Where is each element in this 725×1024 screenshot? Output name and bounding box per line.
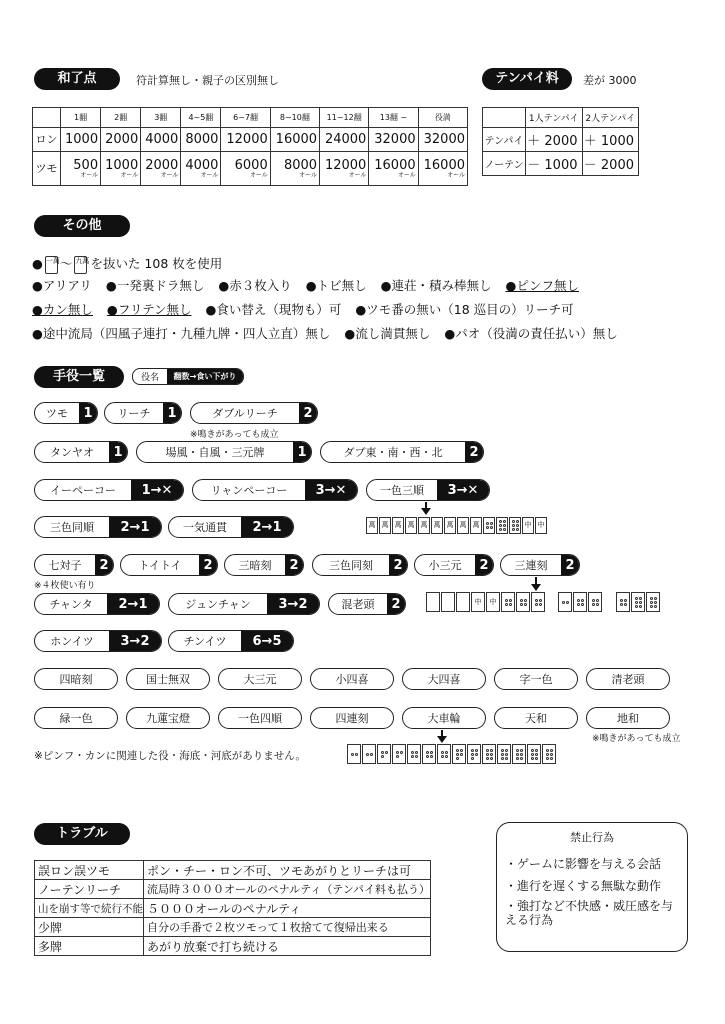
tile-icon <box>531 592 545 612</box>
tile-icon <box>497 744 511 764</box>
tsumo-suffix: オール <box>80 171 99 179</box>
tiles-example-daisharin <box>347 744 556 764</box>
misc-line-2 <box>32 276 589 294</box>
tile-icon <box>588 592 602 612</box>
yaku-name: 小三元 <box>428 559 462 572</box>
tsumo-value <box>61 152 101 186</box>
tsumo-amount: 16000 <box>423 157 465 173</box>
yaku-name: ダブルリーチ <box>212 407 278 420</box>
tenpai-header <box>483 108 526 128</box>
tenpai-header: 1人テンパイ <box>526 108 583 128</box>
tsumo-value <box>141 152 181 186</box>
hora-header: 8~10翻 <box>270 108 319 128</box>
yakuman-name: 緑一色 <box>59 712 93 725</box>
note-bottom: ※ピンフ・カンに関連した役・海底・河底がありません。 <box>34 750 306 762</box>
tilde: ～ <box>59 256 73 271</box>
yaku-name: チャンタ <box>49 598 93 611</box>
yaku-name: ダブ東・南・西・北 <box>343 446 443 459</box>
yakuman-name: 大四喜 <box>427 673 461 686</box>
yaku-han: 1 <box>163 403 181 423</box>
note-chiitoi: ※４枚使い有り <box>34 581 96 591</box>
tile-icon: 萬 <box>431 517 443 534</box>
tile-icon <box>646 592 660 612</box>
ron-value: 32000 <box>369 128 418 152</box>
tile-icon <box>437 744 451 764</box>
yaku-han: 1 <box>79 403 97 423</box>
misc-line-4 <box>32 324 628 342</box>
hora-header: 13翻 ~ <box>369 108 418 128</box>
hora-table <box>32 107 468 186</box>
yaku-han: 2→1 <box>107 594 159 614</box>
misc-title: その他 <box>34 215 130 237</box>
yaku-han: 1 <box>293 442 311 462</box>
rule-item: ●カン無し <box>32 302 93 317</box>
rule-item: ●連荘・積み棒無し <box>380 278 492 293</box>
yaku-han: 1→✕ <box>131 480 183 500</box>
tenpai-subtitle: 差が 3000 <box>583 74 637 87</box>
tile-icon: 中 <box>522 517 534 534</box>
tiles-example-shousangen <box>426 592 545 612</box>
yaku-chinitsu <box>168 630 294 652</box>
hora-header <box>33 108 61 128</box>
bullet: ● <box>32 256 43 271</box>
tile-icon: 中 <box>535 517 547 534</box>
tsumo-value <box>270 152 319 186</box>
tile-icon <box>422 744 436 764</box>
tile-icon <box>558 592 572 612</box>
tsumo-suffix: オール <box>299 171 318 179</box>
rule-item: ●ツモ番の無い（18 巡目の）リーチ可 <box>355 302 574 317</box>
yaku-han: 2 <box>561 555 579 575</box>
manzu-1-tile-icon: 一萬 <box>45 256 58 274</box>
yaku-name: 一気通貫 <box>183 521 227 534</box>
yaku-shousangen <box>414 554 494 576</box>
yaku-han: 3→2 <box>109 631 161 651</box>
yakuman-shousuushii <box>310 668 394 690</box>
yaku-han: 3→✕ <box>437 480 489 500</box>
yakuman-name: 清老頭 <box>611 673 645 686</box>
tenpai-row-label: ノーテン <box>483 152 526 176</box>
trouble-desc: ５０００オールのペナルティ <box>144 899 431 918</box>
prohibited-title: 禁止行為 <box>570 831 614 844</box>
yaku-han: 2 <box>475 555 493 575</box>
legend-han: 翻数→食い下がり <box>167 369 243 384</box>
yaku-han: 2→1 <box>109 517 161 537</box>
tile-icon: 萬 <box>392 517 404 534</box>
tile-icon <box>407 744 421 764</box>
yaku-name: 混老頭 <box>341 598 375 611</box>
yakuman-daisharin <box>402 707 486 729</box>
yaku-double-wind <box>320 441 484 463</box>
tsumo-amount: 6000 <box>234 157 268 173</box>
yaku-name: イーペーコー <box>50 484 116 497</box>
tsumo-amount: 1000 <box>105 157 139 173</box>
tile-icon <box>512 744 526 764</box>
yaku-name: 三連刻 <box>514 559 548 572</box>
trouble-desc: 流局時３０００オールのペナルティ（テンパイ料も払う） <box>144 880 431 899</box>
yakuman-ryuuiisou <box>34 707 118 729</box>
hora-header: 役満 <box>418 108 467 128</box>
ron-label: ロン <box>33 128 61 152</box>
trouble-label: ノーテンリーチ <box>35 880 144 899</box>
tile-icon <box>456 592 470 612</box>
yaku-double-riichi <box>190 402 318 424</box>
tsumo-amount: 8000 <box>283 157 318 173</box>
tile-icon <box>509 517 521 534</box>
yaku-name: 場風・自風・三元牌 <box>165 446 265 459</box>
ron-value: 32000 <box>418 128 467 152</box>
yakuman-name: 大三元 <box>243 673 277 686</box>
hora-subtitle: 符計算無し・親子の区別無し <box>136 74 279 87</box>
tsumo-amount: 500 <box>73 157 99 173</box>
rule-item: ●トビ無し <box>305 278 367 293</box>
yaku-name: ツモ <box>46 407 68 420</box>
yaku-junchan <box>168 593 320 615</box>
trouble-label: 少牌 <box>35 918 144 937</box>
tenpai-title: テンパイ料 <box>482 68 572 90</box>
tile-icon: 萬 <box>444 517 456 534</box>
yaku-legend <box>132 368 244 385</box>
tile-icon: 中 <box>471 592 485 612</box>
yaku-han: 2→1 <box>241 517 293 537</box>
tile-icon <box>516 592 530 612</box>
yaku-name: 三色同順 <box>50 521 94 534</box>
yaku-ittsu <box>168 516 294 538</box>
yakuman-name: 字一色 <box>519 673 553 686</box>
ron-value: 12000 <box>221 128 270 152</box>
tiles-example-sanrenkou <box>558 592 602 612</box>
yaku-han: 2 <box>299 403 317 423</box>
tsumo-value <box>101 152 141 186</box>
yaku-honitsu <box>34 630 162 652</box>
tsumo-suffix: オール <box>249 171 268 179</box>
tsumo-amount: 12000 <box>324 157 367 173</box>
yaku-han: 2 <box>199 555 217 575</box>
tsumo-suffix: オール <box>397 171 416 179</box>
yakuman-kokushi <box>126 668 210 690</box>
tsumo-value <box>181 152 221 186</box>
tile-icon: 萬 <box>405 517 417 534</box>
tile-icon: 萬 <box>379 517 391 534</box>
yakuman-suuankou <box>34 668 118 690</box>
yakuman-name: 国士無双 <box>146 673 190 686</box>
tile-icon <box>501 592 515 612</box>
yaku-han: 3→2 <box>267 594 319 614</box>
yakuman-name: 一色四順 <box>238 712 282 725</box>
misc-line-1-text: を抜いた 108 枚を使用 <box>90 256 223 271</box>
yaku-name: ジュンチャン <box>185 598 251 611</box>
yaku-name: チンイツ <box>183 635 227 648</box>
trouble-title: トラブル <box>34 823 130 845</box>
yakuman-tenhou <box>494 707 578 729</box>
tsumo-amount: 2000 <box>145 157 179 173</box>
yaku-han: 2 <box>95 555 113 575</box>
yaku-sanankou <box>224 554 304 576</box>
tile-icon <box>542 744 556 764</box>
yakuman-name: 天和 <box>525 712 547 725</box>
yaku-sanrenkou <box>500 554 580 576</box>
yakuman-chiihou <box>586 707 670 729</box>
yaku-name: リーチ <box>117 407 151 420</box>
tile-icon <box>483 517 495 534</box>
tile-icon <box>616 592 630 612</box>
tile-icon <box>482 744 496 764</box>
tiles-example-isshoku <box>366 517 547 534</box>
yakuman-name: 九蓮宝燈 <box>146 712 190 725</box>
hora-header: 4~5翻 <box>181 108 221 128</box>
tile-icon <box>441 592 455 612</box>
note-chiho: ※鳴きがあっても成立 <box>592 734 681 744</box>
yaku-han: 2 <box>387 594 405 614</box>
tile-icon <box>496 517 508 534</box>
ron-value: 4000 <box>141 128 181 152</box>
hora-header: 6~7翻 <box>221 108 270 128</box>
tile-icon <box>631 592 645 612</box>
yaku-han: 3→✕ <box>305 480 357 500</box>
yaku-chiitoitsu <box>34 554 114 576</box>
yakuman-name: 小四喜 <box>335 673 369 686</box>
rule-item: ●一発裏ドラ無し <box>105 278 205 293</box>
yakuman-daisuushii <box>402 668 486 690</box>
tsumo-suffix: オール <box>200 171 219 179</box>
manzu-9-tile-icon: 九萬 <box>74 256 87 274</box>
misc-line-1 <box>32 254 232 274</box>
yakuman-name: 地和 <box>617 712 639 725</box>
tsumo-value <box>418 152 467 186</box>
prohibited-item: ・強打など不快感・威圧感を与える行為 <box>505 899 674 927</box>
yaku-han: 2 <box>465 442 483 462</box>
tsumo-suffix: オール <box>348 171 367 179</box>
yaku-name: ホンイツ <box>50 635 94 648</box>
yaku-han: 2 <box>389 555 407 575</box>
yaku-iipeikou <box>34 479 184 501</box>
ron-value: 8000 <box>181 128 221 152</box>
yaku-sanshoku-doukou <box>312 554 408 576</box>
yaku-name: 七対子 <box>48 559 82 572</box>
tsumo-amount: 4000 <box>185 157 219 173</box>
yakuman-chinroutou <box>586 668 670 690</box>
tile-icon <box>452 744 466 764</box>
yaku-isshoku-sanjun <box>366 479 490 501</box>
rule-item: ●赤３枚入り <box>218 278 292 293</box>
tile-icon: 萬 <box>470 517 482 534</box>
tile-icon: 萬 <box>366 517 378 534</box>
trouble-desc: あがり放棄で打ち続ける <box>144 937 431 956</box>
tile-icon <box>347 744 361 764</box>
tile-icon <box>527 744 541 764</box>
tenpai-value: － 1000 <box>526 152 583 176</box>
yakuman-suurenkou <box>310 707 394 729</box>
trouble-label: 多牌 <box>35 937 144 956</box>
yaku-tanyao <box>34 441 128 463</box>
note-double-riichi: ※鳴きがあっても成立 <box>190 430 279 440</box>
tile-icon <box>573 592 587 612</box>
hora-header: 11~12翻 <box>320 108 369 128</box>
yakuman-chuuren <box>126 707 210 729</box>
tenpai-value: ＋ 2000 <box>526 128 583 152</box>
tsumo-suffix: オール <box>160 171 179 179</box>
rule-item: ●パオ（役満の責任払い）無し <box>444 326 618 341</box>
trouble-desc: ポン・チー・ロン不可、ツモあがりとリーチは可 <box>144 861 431 880</box>
legend-name: 役名 <box>140 373 159 383</box>
yaku-name: 三色同刻 <box>329 559 373 572</box>
tile-icon <box>426 592 440 612</box>
tenpai-value: ＋ 1000 <box>582 128 639 152</box>
tenpai-header: 2人テンパイ <box>582 108 639 128</box>
tile-icon <box>392 744 406 764</box>
ron-value: 16000 <box>270 128 319 152</box>
yaku-yakuhai <box>136 441 312 463</box>
rule-item: ●食い替え（現物も）可 <box>205 302 342 317</box>
yaku-title: 手役一覧 <box>34 366 124 388</box>
yakuman-tsuuiisou <box>494 668 578 690</box>
tsumo-suffix: オール <box>120 171 139 179</box>
yaku-name: タンヤオ <box>50 446 94 459</box>
rule-item: ●流し満貫無し <box>344 326 431 341</box>
yaku-name: 一色三順 <box>380 484 424 497</box>
arrow-down-icon <box>531 584 541 591</box>
yaku-name: トイトイ <box>138 559 182 572</box>
hora-header: 2翻 <box>101 108 141 128</box>
tile-icon <box>467 744 481 764</box>
tile-icon <box>377 744 391 764</box>
rule-item: ●ピンフ無し <box>505 278 579 293</box>
misc-line-3 <box>32 300 584 318</box>
tsumo-label: ツモ <box>33 152 61 186</box>
tsumo-amount: 16000 <box>374 157 416 173</box>
yaku-name: 三暗刻 <box>238 559 272 572</box>
hora-header: 3翻 <box>141 108 181 128</box>
tenpai-table <box>482 107 639 176</box>
ron-value: 1000 <box>61 128 101 152</box>
trouble-label: 誤ロン誤ツモ <box>35 861 144 880</box>
yaku-chanta <box>34 593 160 615</box>
yaku-tsumo <box>34 402 98 424</box>
rule-item: ●フリテン無し <box>106 302 192 317</box>
yaku-sanshoku <box>34 516 162 538</box>
yakuman-isshoku-yonjun <box>218 707 302 729</box>
hora-header: 1翻 <box>61 108 101 128</box>
yakuman-name: 四暗刻 <box>59 673 93 686</box>
tile-icon: 萬 <box>418 517 430 534</box>
tile-icon <box>362 744 376 764</box>
trouble-label: 山を崩す等で続行不能 <box>35 899 144 918</box>
yakuman-name: 四連刻 <box>335 712 369 725</box>
arrow-down-icon <box>437 736 447 743</box>
tsumo-value <box>221 152 270 186</box>
trouble-desc: 自分の手番で２枚ツモって１枚捨てて復帰出来る <box>144 918 431 937</box>
yakuman-daisangen <box>218 668 302 690</box>
prohibited-item: ・進行を遅くする無駄な動作 <box>505 879 662 893</box>
prohibited-box <box>496 822 688 952</box>
trouble-table <box>34 860 431 956</box>
yaku-han: 2 <box>285 555 303 575</box>
tenpai-row-label: テンパイ <box>483 128 526 152</box>
tsumo-value <box>369 152 418 186</box>
tsumo-value <box>320 152 369 186</box>
yaku-han: 1 <box>109 442 127 462</box>
rule-item: ●アリアリ <box>32 278 92 293</box>
ron-value: 24000 <box>320 128 369 152</box>
prohibited-item: ・ゲームに影響を与える会話 <box>505 857 662 871</box>
rule-item: ●途中流局（四風子連打・九種九牌・四人立直）無し <box>32 326 331 341</box>
tile-icon: 萬 <box>457 517 469 534</box>
ron-value: 2000 <box>101 128 141 152</box>
hora-title: 和了点 <box>34 68 120 90</box>
yaku-han: 6→5 <box>241 631 293 651</box>
arrow-down-icon <box>421 508 431 515</box>
yaku-ryanpeikou <box>192 479 358 501</box>
tiles-example-sanrenkou-2 <box>616 592 660 612</box>
tile-icon: 中 <box>486 592 500 612</box>
yaku-riichi <box>104 402 182 424</box>
tsumo-suffix: オール <box>447 171 465 179</box>
yakuman-name: 大車輪 <box>427 712 461 725</box>
yaku-name: リャンペーコー <box>210 484 288 497</box>
tenpai-value: － 2000 <box>582 152 639 176</box>
yaku-honroutou <box>328 593 406 615</box>
yaku-toitoi <box>120 554 218 576</box>
